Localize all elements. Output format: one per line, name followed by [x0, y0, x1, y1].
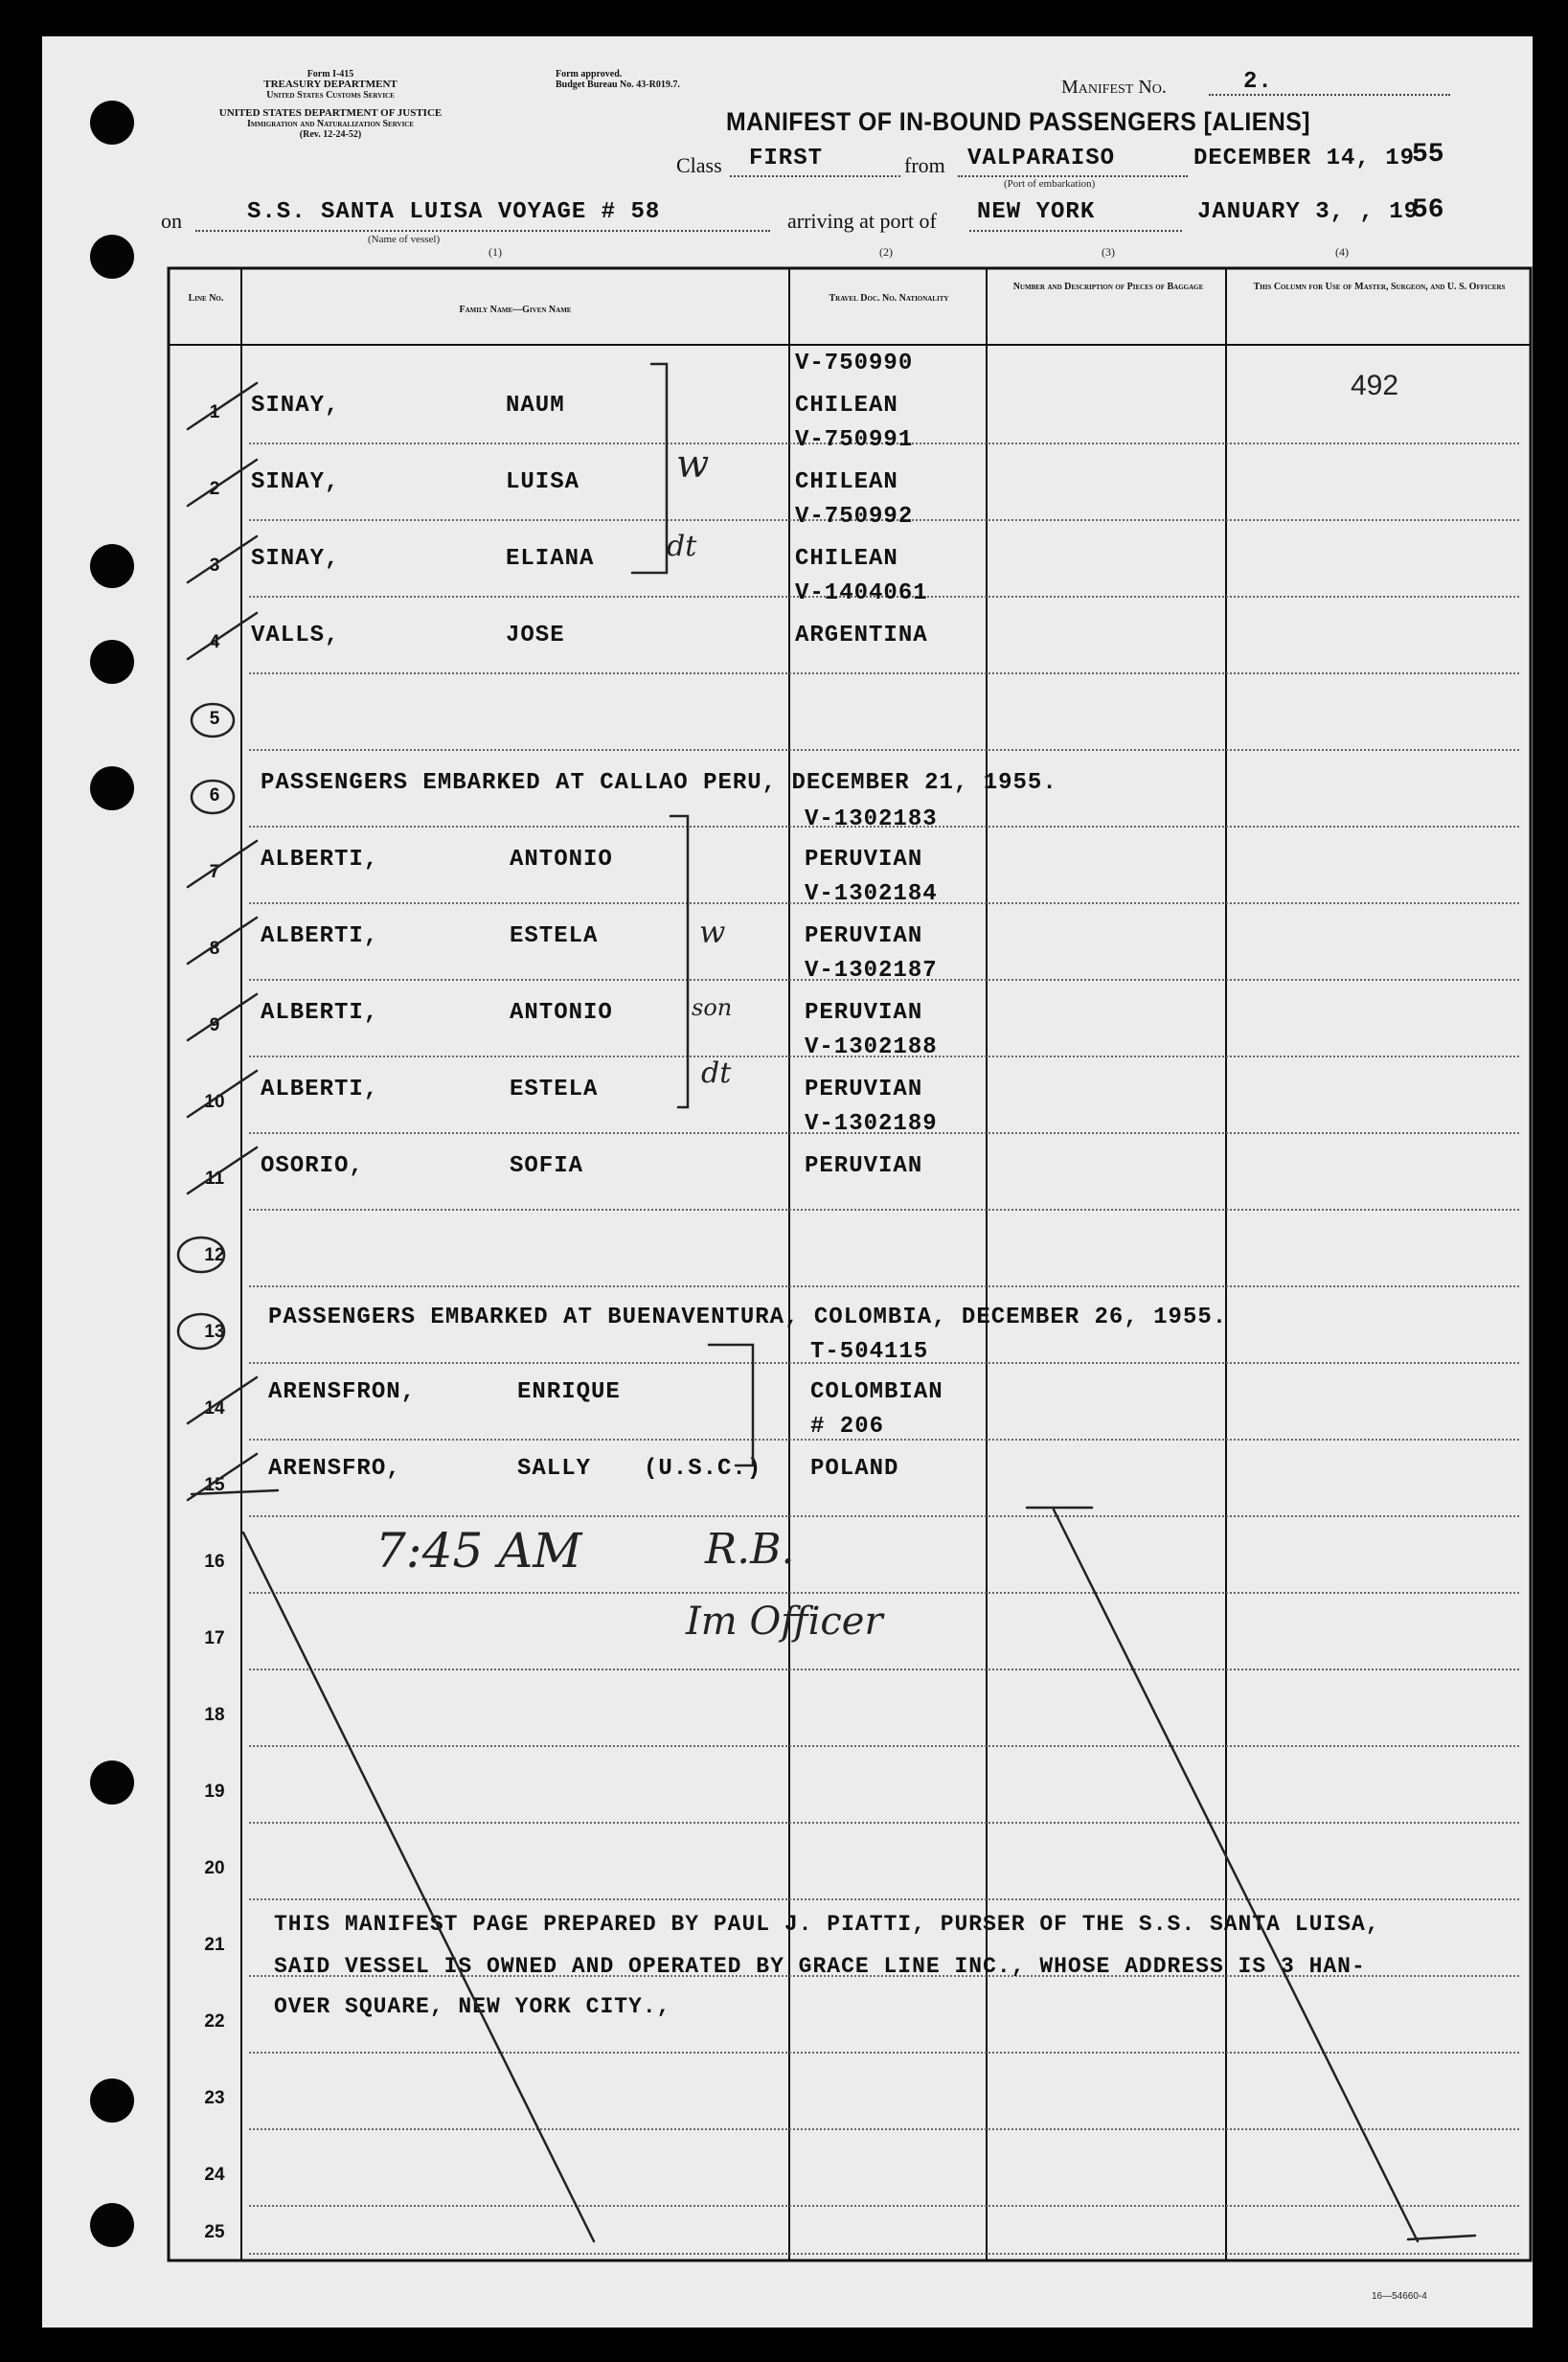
- line-number: 9: [209, 1015, 220, 1035]
- travel-doc: V-750992: [795, 504, 914, 530]
- footer-statement-line: OVER SQUARE, NEW YORK CITY.,: [274, 1994, 671, 2019]
- nationality: POLAND: [810, 1456, 899, 1482]
- approval-block: Form approved. Budget Bureau No. 43-R019.7.: [556, 69, 680, 90]
- handwritten-time: 7:45 AM: [375, 1523, 582, 1578]
- handwritten-note: dt: [667, 530, 697, 563]
- line-number: 11: [204, 1169, 225, 1189]
- nationality: CHILEAN: [795, 469, 898, 495]
- col-number: (3): [1102, 245, 1115, 259]
- given-name: ESTELA: [510, 923, 599, 949]
- given-name: SOFIA: [510, 1153, 584, 1179]
- given-name: JOSE: [506, 623, 565, 648]
- column-header-name: Family Name—Given Name: [459, 305, 572, 315]
- given-name: ESTELA: [510, 1077, 599, 1102]
- travel-doc: V-1302188: [805, 1034, 938, 1060]
- footer-statement-line: THIS MANIFEST PAGE PREPARED BY PAUL J. PIATTI, PURSER OF THE S.S. SANTA LUISA,: [274, 1912, 1380, 1937]
- line-number: 8: [209, 939, 220, 959]
- given-name: ELIANA: [506, 546, 595, 572]
- handwritten-note: w: [699, 914, 726, 950]
- col-number: (1): [489, 245, 502, 259]
- nationality: COLOMBIAN: [810, 1379, 943, 1405]
- family-name: SINAY,: [251, 393, 340, 419]
- line-number: 21: [204, 1935, 225, 1955]
- line-number: 6: [209, 785, 220, 806]
- family-name: ARENSFRON,: [268, 1379, 417, 1405]
- line-number: 12: [204, 1245, 225, 1265]
- footer-statement-line: SAID VESSEL IS OWNED AND OPERATED BY GRACE LINE INC., WHOSE ADDRESS IS 3 HAN-: [274, 1954, 1366, 1979]
- arrival-year: 56: [1412, 195, 1444, 225]
- page-title: MANIFEST OF IN-BOUND PASSENGERS [ALIENS]: [726, 107, 1310, 136]
- travel-doc: # 206: [810, 1414, 885, 1440]
- embarkation-note: PASSENGERS EMBARKED AT CALLAO PERU, DECEMBER 21, 1955.: [261, 770, 1057, 796]
- embark-caption: (Port of embarkation): [1004, 178, 1096, 190]
- family-name: ALBERTI,: [261, 923, 379, 949]
- family-name: ALBERTI,: [261, 1077, 379, 1102]
- travel-doc: V-750990: [795, 351, 914, 376]
- travel-doc: V-1302187: [805, 958, 938, 984]
- given-name: NAUM: [506, 393, 565, 419]
- line-number: 18: [204, 1705, 225, 1725]
- given-name: SALLY: [517, 1456, 592, 1482]
- line-number: 7: [209, 862, 220, 882]
- print-code: 16—54660-4: [1372, 2291, 1427, 2302]
- line-number: 5: [209, 709, 220, 729]
- travel-doc: V-1302189: [805, 1111, 938, 1137]
- given-name: ANTONIO: [510, 847, 613, 873]
- handwritten-note: dt: [701, 1056, 732, 1090]
- family-name: ALBERTI,: [261, 847, 379, 873]
- handwritten-note: son: [692, 994, 733, 1021]
- officer-number: 492: [1351, 370, 1399, 401]
- arrival-date: JANUARY 3, , 19: [1197, 199, 1420, 225]
- nationality: ARGENTINA: [795, 623, 928, 648]
- on-label: on: [161, 209, 182, 233]
- line-number: 24: [204, 2165, 225, 2185]
- line-number: 23: [204, 2088, 225, 2108]
- embarkation-note: PASSENGERS EMBARKED AT BUENAVENTURA, COLOMBIA, DECEMBER 26, 1955.: [268, 1305, 1228, 1330]
- family-name: SINAY,: [251, 546, 340, 572]
- from-label: from: [904, 153, 945, 177]
- line-number: 25: [204, 2222, 225, 2242]
- col-number: (2): [879, 245, 893, 259]
- vessel-caption: (Name of vessel): [368, 234, 441, 245]
- nationality: PERUVIAN: [805, 847, 923, 873]
- family-name: SINAY,: [251, 469, 340, 495]
- nationality: PERUVIAN: [805, 1153, 923, 1179]
- family-name: OSORIO,: [261, 1153, 364, 1179]
- line-number: 4: [209, 632, 220, 652]
- line-number: 2: [209, 479, 220, 499]
- handwritten-initials: R.B.: [705, 1525, 795, 1574]
- embark-date: DECEMBER 14, 19: [1193, 146, 1416, 171]
- class-label: Class: [676, 153, 722, 177]
- column-header-officers: This Column for Use of Master, Surgeon, and U. S. Officers: [1253, 282, 1506, 292]
- citizenship-note: (U.S.C.): [644, 1456, 762, 1482]
- line-number: 14: [204, 1398, 225, 1419]
- nationality: PERUVIAN: [805, 1077, 923, 1102]
- embark-year: 55: [1412, 140, 1444, 170]
- line-number: 16: [204, 1552, 225, 1572]
- line-number: 20: [204, 1858, 225, 1878]
- nationality: CHILEAN: [795, 393, 898, 419]
- travel-doc: V-1404061: [795, 580, 928, 606]
- nationality: PERUVIAN: [805, 1000, 923, 1026]
- line-number: 13: [204, 1322, 225, 1342]
- manifest-label: Manifest No.: [1061, 77, 1167, 98]
- handwritten-note: w: [676, 443, 710, 487]
- family-name: ARENSFRO,: [268, 1456, 401, 1482]
- family-name: VALLS,: [251, 623, 340, 648]
- header-block-left: Form I-415 TREASURY DEPARTMENT United States Customs Service UNITED STATES DEPARTMENT OF JUSTICE Immigration and Naturalization Service (Rev. 12-24-52): [218, 69, 443, 140]
- line-number: 17: [204, 1628, 225, 1648]
- col-number: (4): [1335, 245, 1349, 259]
- given-name: ANTONIO: [510, 1000, 613, 1026]
- line-number: 19: [204, 1782, 225, 1802]
- family-name: ALBERTI,: [261, 1000, 379, 1026]
- column-header-doc: Travel Doc. No. Nationality: [829, 293, 949, 304]
- travel-doc: V-1302183: [805, 806, 938, 832]
- line-number: 1: [209, 402, 220, 422]
- line-number: 15: [204, 1475, 225, 1495]
- vessel-name: S.S. SANTA LUISA VOYAGE # 58: [247, 199, 661, 225]
- travel-doc: T-504115: [810, 1339, 929, 1365]
- column-header-baggage: Number and Description of Pieces of Baggage: [1012, 282, 1204, 292]
- handwritten-signature: Im Officer: [686, 1600, 883, 1644]
- column-header-line: Line No.: [188, 293, 224, 304]
- arriving-label: arriving at port of: [787, 209, 937, 233]
- nationality: PERUVIAN: [805, 923, 923, 949]
- arrival-port: NEW YORK: [977, 199, 1096, 225]
- from-port: VALPARAISO: [967, 146, 1116, 171]
- given-name: ENRIQUE: [517, 1379, 621, 1405]
- line-number: 10: [204, 1092, 225, 1112]
- line-number: 3: [209, 556, 220, 576]
- class-value: FIRST: [749, 146, 824, 171]
- nationality: CHILEAN: [795, 546, 898, 572]
- line-number: 22: [204, 2011, 225, 2032]
- given-name: LUISA: [506, 469, 580, 495]
- travel-doc: V-750991: [795, 427, 914, 453]
- travel-doc: V-1302184: [805, 881, 938, 907]
- manifest-number: 2.: [1243, 69, 1273, 95]
